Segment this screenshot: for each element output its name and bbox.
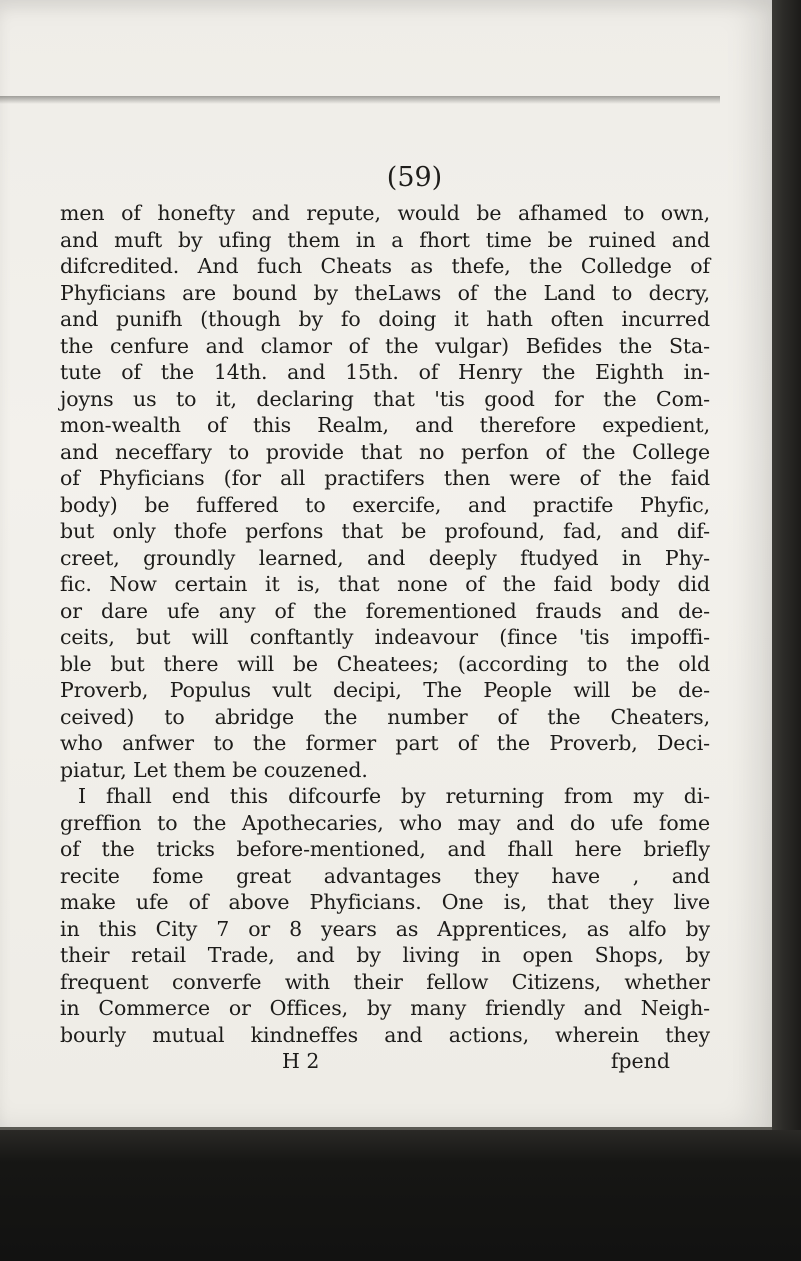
text-line: ble but there will be Cheatees; (according to the old [60, 651, 710, 676]
text-line: creet, groundly learned, and deeply ftudyed in Phy- [60, 545, 710, 570]
page-number: (59) [386, 162, 443, 193]
text-line: in this City 7 or 8 years as Apprentices, as alfo by [60, 916, 710, 941]
text-line: men of honefty and repute, would be afhamed to own, [60, 201, 710, 225]
text-line: Phyficians are bound by theLaws of the Land to decry, [60, 280, 710, 305]
text-line: difcredited. And fuch Cheats as thefe, the Colledge of [60, 254, 710, 278]
text-line: the cenfure and clamor of the vulgar) Befides the Sta- [60, 333, 710, 358]
text-line: ceits, but will conftantly indeavour (fince 'tis impoffi- [60, 625, 710, 649]
text-line: and muft by ufing them in a fhort time be ruined and [60, 227, 710, 252]
text-line: frequent converfe with their fellow Citizens, whether [60, 969, 710, 994]
text-line: recite fome great advantages they have , and [60, 863, 710, 888]
text-line: bourly mutual kindneffes and actions, wherein they [60, 1022, 710, 1047]
text-line: their retail Trade, and by living in open Shops, by [60, 943, 710, 967]
text-line: fic. Now certain it is, that none of the faid body did [60, 572, 710, 596]
text-line: who anfwer to the former part of the Proverb, Deci- [60, 731, 710, 755]
text-line: of Phyficians (for all practifers then were of the faid [60, 466, 710, 490]
page-footer [60, 1048, 710, 1075]
right-gutter [772, 0, 801, 1261]
text-line: in Commerce or Offices, by many friendly and Neigh- [60, 996, 710, 1020]
bottom-background [0, 1130, 801, 1261]
page-top-shadow [0, 96, 720, 104]
text-line: of the tricks before-mentioned, and fhall here briefly [60, 837, 710, 861]
text-line: I fhall end this difcourfe by returning from my di- [78, 784, 710, 808]
text-line: and neceffary to provide that no perfon of the College [60, 439, 710, 464]
catchword: fpend [610, 1049, 670, 1073]
text-line: tute of the 14th. and 15th. of Henry the Eighth in- [60, 360, 710, 384]
text-line: mon-wealth of this Realm, and therefore expedient, [60, 413, 710, 437]
text-line: and punifh (though by fo doing it hath often incurred [60, 307, 710, 331]
body-text [60, 200, 710, 1075]
text-line: make ufe of above Phyficians. One is, that they live [60, 890, 710, 914]
text-line: greffion to the Apothecaries, who may and do ufe fome [60, 810, 710, 835]
text-line: Proverb, Populus vult decipi, The People will be de- [60, 678, 710, 702]
text-line: ceived) to abridge the number of the Cheaters, [60, 704, 710, 729]
text-line: or dare ufe any of the forementioned frauds and de- [60, 598, 710, 623]
signature-mark: H 2 [282, 1049, 320, 1073]
text-line: joyns us to it, declaring that 'tis good for the Com- [60, 386, 710, 411]
text-line: but only thofe perfons that be profound, fad, and dif- [60, 519, 710, 543]
text-line: piatur, Let them be couzened. [60, 757, 368, 782]
text-line: body) be fuffered to exercife, and practife Phyfic, [60, 492, 710, 517]
